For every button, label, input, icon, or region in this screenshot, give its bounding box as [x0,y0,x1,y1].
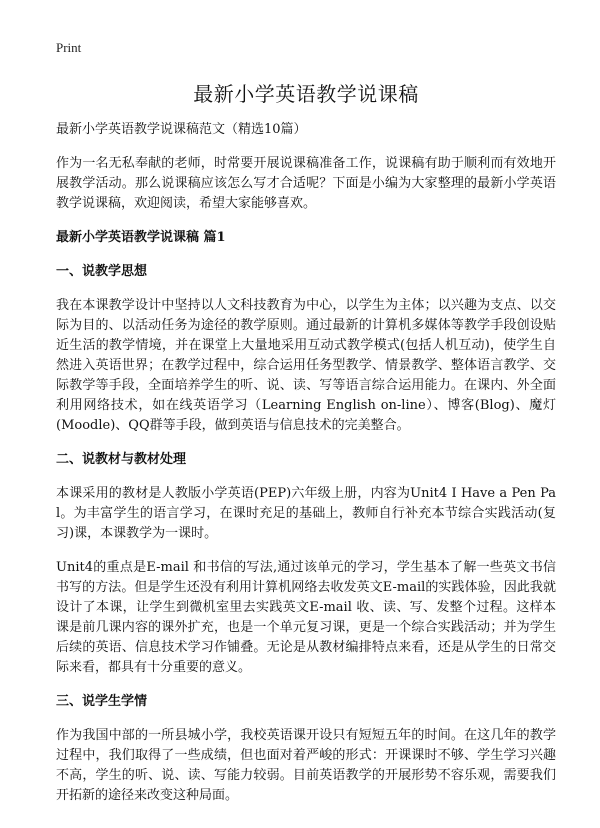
section-heading: 一、说教学思想 [56,264,148,279]
section-heading: 二、说教材与教材处理 [56,452,187,467]
section-paragraph: 作为我国中部的一所县城小学，我校英语课开设只有短短五年的时间。在这几年的教学过程中，我们取得了一些成绩，但也面对着严峻的形式：开课课时不够、学生学习兴趣不高，学生的听、说、读、写能力较弱。目前英语教学的开展形势不容乐观，需要我们开拓新的途径来改变这种局面。 [56,728,556,803]
document-subtitle: 最新小学英语教学说课稿范文（精选10篇） [56,122,307,137]
page-title: 最新小学英语教学说课稿 [193,82,419,106]
section-heading: 三、说学生学情 [56,694,148,709]
article-title: 最新小学英语教学说课稿 篇1 [56,230,226,245]
section-paragraph: 我在本课教学设计中坚持以人文科技教育为中心，以学生为主体；以兴趣为支点、以交际为目的、以活动任务为途径的教学原则。通过最新的计算机多媒体等教学手段创设贴近生活的教学情境，并在课堂上大量地采用互动式教学模式(包括人机互动)，使学生自然进入英语世界；在教学过程中，综合运用任务型教学、情景教学、整体语言教学、交际教学等手段，全面培养学生的听、说、读、写等语言综合运用能力。在课内、外全面利用网络技术，如在线英语学习（Learning English on-line）、博客(Blog)、魔灯(Moodle)、QQ群等手段，做到英语与信息技术的完美整合。 [56,298,556,433]
section-paragraph: Unit4的重点是E-mail 和书信的写法,通过该单元的学习，学生基本了解一些英文书信书写的方法。但是学生还没有利用计算机网络去收发英文E-mail的实践体验，因此我就设计了本课，让学生到微机室里去实践英文E-mail 收、读、写、发整个过程。这样本课是前几课内容的课外扩充，也是一个单元复习课，更是一个综合实践活动；并为学生后续的英语、信息技术学习作铺叠。无论是从教材编排特点来看，还是从学生的日常交际来看，都具有十分重要的意义。 [56,560,556,675]
section-paragraph: 本课采用的教材是人教版小学英语(PEP)六年级上册，内容为Unit4 I Have a Pen Pal。为丰富学生的语言学习，在课时充足的基础上，教师自行补充本节综合实践活动(复习)课，本课教学为一课时。 [56,486,556,541]
print-link[interactable]: Print [56,40,82,55]
intro-paragraph: 作为一名无私奉献的老师，时常要开展说课稿准备工作，说课稿有助于顺利而有效地开展教学活动。那么说课稿应该怎么写才合适呢？下面是小编为大家整理的最新小学英语教学说课稿，欢迎阅读，希望大家能够喜欢。 [56,156,556,211]
